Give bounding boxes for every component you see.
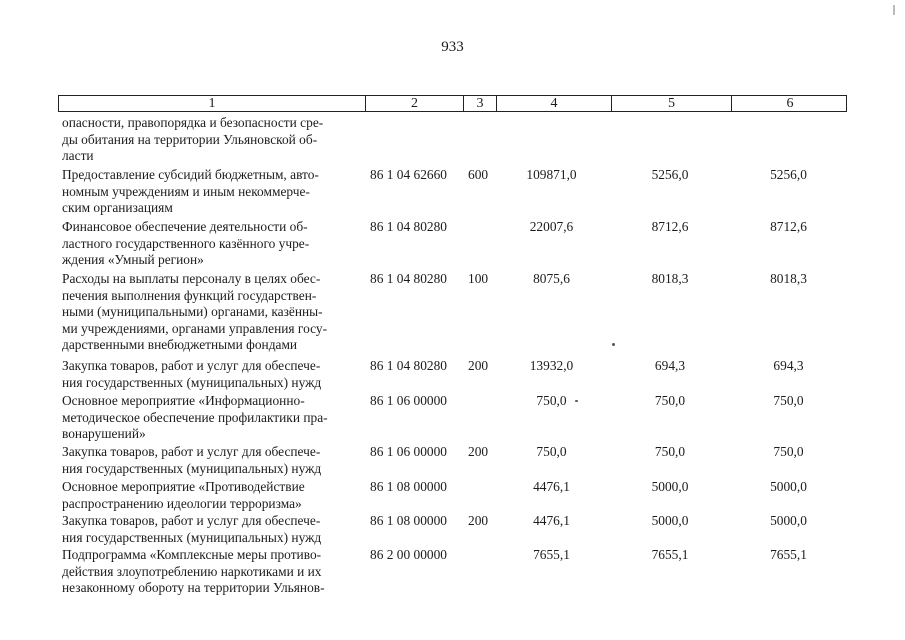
description-line: опасности, правопорядка и безопасности сре-: [62, 115, 324, 130]
amount-col-5: 5000,0: [651, 513, 689, 528]
target-code: 86 1 06 00000: [370, 393, 447, 408]
description-line: Основное мероприятие «Противодействие: [62, 479, 305, 494]
header-col-3: 3: [463, 96, 496, 111]
amount-col-4: 13932,0: [529, 358, 574, 373]
row-description: [62, 444, 358, 477]
description-line: методическое обеспечение профилактики пра-: [62, 409, 328, 425]
row-description: [62, 479, 358, 512]
row-description: [62, 115, 358, 165]
description-line: ния государственных (муниципальных) нужд: [62, 460, 322, 476]
description-line: Финансовое обеспечение деятельности об-: [62, 219, 308, 234]
amount-col-5: 750,0: [654, 444, 686, 459]
description-line: ским организациям: [62, 200, 173, 215]
expense-type: 100: [468, 271, 489, 286]
amount-col-4: 7655,1: [533, 547, 570, 562]
amount-col-6: 694,3: [773, 358, 804, 373]
amount-col-6: 750,0: [773, 393, 804, 408]
description-line: ния государственных (муниципальных) нужд: [62, 529, 322, 545]
description-line: Закупка товаров, работ и услуг для обеспече-: [62, 358, 321, 373]
description-line: незаконному обороту на территории Ульянов-: [62, 580, 325, 595]
target-code: 86 1 04 80280: [370, 271, 447, 286]
target-code: 86 1 08 00000: [370, 513, 447, 528]
description-line: Закупка товаров, работ и услуг для обеспече-: [62, 444, 321, 459]
description-line: ды обитания на территории Ульяновской об-: [62, 131, 318, 147]
description-line: действия злоупотреблению наркотиками и их: [62, 563, 322, 579]
page-number: 933: [441, 39, 464, 55]
target-code: 86 1 06 00000: [370, 444, 447, 459]
description-line: вонарушений»: [62, 426, 146, 441]
header-col-4: 4: [496, 96, 611, 111]
description-line: ласти: [62, 148, 94, 163]
description-line: ния государственных (муниципальных) нужд: [62, 374, 322, 390]
description-line: Подпрограмма «Комплексные меры противо-: [62, 547, 322, 562]
amount-col-5: 750,0: [654, 393, 686, 408]
expense-type: 600: [468, 167, 489, 182]
amount-col-4: 4476,1: [533, 479, 570, 494]
description-line: номным учреждениям и иным некоммерче-: [62, 183, 310, 199]
description-line: дарственными внебюджетными фондами: [62, 337, 298, 352]
description-line: ластного государственного казённого учре-: [62, 235, 310, 251]
amount-col-5: 8018,3: [651, 271, 689, 286]
expense-type: 200: [468, 513, 489, 528]
amount-col-5: 5256,0: [651, 167, 689, 182]
scan-speck: [612, 343, 615, 346]
header-col-6: 6: [731, 96, 848, 111]
amount-col-5: 8712,6: [651, 219, 689, 234]
row-description: [62, 513, 358, 546]
description-line: Предоставление субсидий бюджетным, авто-: [62, 167, 319, 182]
amount-col-5: 7655,1: [651, 547, 689, 562]
row-description: [62, 219, 358, 269]
row-description: [62, 358, 358, 391]
description-line: Расходы на выплаты персоналу в целях обес-: [62, 271, 321, 286]
description-line: ми учреждениями, органами управления госу-: [62, 320, 328, 336]
header-col-2: 2: [365, 96, 463, 111]
target-code: 86 1 04 80280: [370, 358, 447, 373]
row-description: [62, 393, 358, 443]
amount-col-4: 750,0: [536, 444, 567, 459]
description-line: Основное мероприятие «Информационно-: [62, 393, 305, 408]
header-col-1: 1: [208, 96, 216, 111]
scan-speck: [575, 400, 578, 402]
amount-col-6: 7655,1: [770, 547, 807, 562]
amount-col-4: 4476,1: [533, 513, 570, 528]
row-description: [62, 167, 358, 217]
amount-col-6: 8712,6: [770, 219, 807, 234]
target-code: 86 1 04 62660: [370, 167, 447, 182]
amount-col-6: 5000,0: [770, 479, 807, 494]
expense-type: 200: [468, 444, 489, 459]
amount-col-6: 5256,0: [770, 167, 807, 182]
target-code: 86 1 08 00000: [370, 479, 447, 494]
amount-col-4: 8075,6: [533, 271, 570, 286]
amount-col-6: 8018,3: [770, 271, 807, 286]
target-code: 86 1 04 80280: [370, 219, 447, 234]
description-line: ждения «Умный регион»: [62, 252, 204, 267]
target-code: 86 2 00 00000: [370, 547, 447, 562]
scan-speck: [893, 5, 895, 15]
description-line: печения выполнения функций государствен-: [62, 287, 317, 303]
row-description: [62, 547, 358, 597]
expense-type: 200: [468, 358, 489, 373]
amount-col-4: 22007,6: [529, 219, 574, 234]
description-line: Закупка товаров, работ и услуг для обеспече-: [62, 513, 321, 528]
description-line: распространению идеологии терроризма»: [62, 495, 302, 511]
table-header: [58, 95, 847, 112]
amount-col-5: 5000,0: [651, 479, 689, 494]
description-line: ными (муниципальными) органами, казённы-: [62, 304, 323, 319]
amount-col-4: 750,0: [536, 393, 567, 408]
header-col-5: 5: [611, 96, 731, 111]
row-description: [62, 271, 358, 354]
amount-col-4: 109871,0: [526, 167, 577, 182]
amount-col-5: 694,3: [654, 358, 686, 373]
amount-col-6: 5000,0: [770, 513, 807, 528]
amount-col-6: 750,0: [773, 444, 804, 459]
